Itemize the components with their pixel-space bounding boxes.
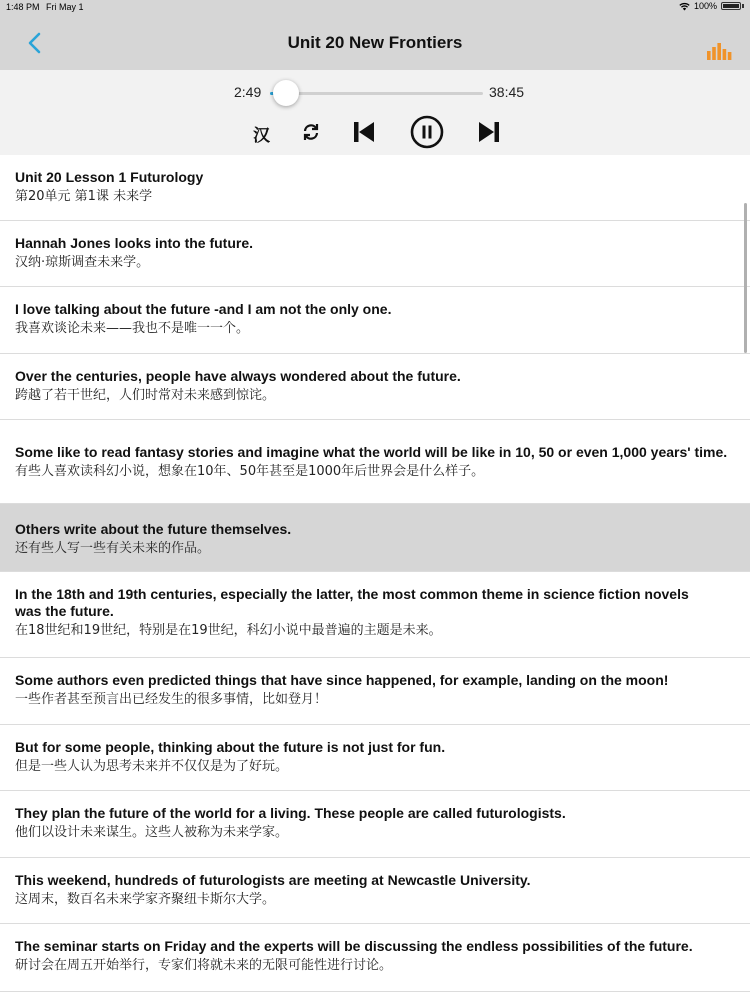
sentence-en: But for some people, thinking about the future is not just for fun. — [15, 739, 446, 755]
list-item[interactable] — [0, 221, 750, 287]
scrollbar[interactable] — [744, 203, 747, 353]
total-time: 38:45 — [489, 84, 525, 100]
sentence-en: Hannah Jones looks into the future. — [15, 235, 254, 251]
battery-percent: 100% — [693, 1, 717, 11]
progress-slider[interactable] — [270, 92, 483, 95]
list-item[interactable] — [0, 155, 750, 221]
sentence-zh: 但是一些人认为思考未来并不仅仅是为了好玩。 — [15, 759, 289, 774]
list-item[interactable] — [0, 924, 750, 992]
sentence-en: This weekend, hundreds of futurologists are meeting at Newcastle University. — [15, 872, 531, 888]
status-date: Fri May 1 — [46, 2, 84, 12]
sentence-zh: 一些作者甚至预言出已经发生的很多事情，比如登月！ — [15, 692, 328, 707]
sentence-en: In the 18th and 19th centuries, especially the latter, the most common theme in science fiction novels was the future. — [15, 586, 689, 619]
nav-bar — [0, 14, 750, 70]
list-item[interactable] — [0, 420, 750, 504]
sentence-en: Some like to read fantasy stories and imagine what the world will be like in 10, 50 or even 1,000 years' time. — [15, 444, 728, 460]
list-item[interactable] — [0, 791, 750, 858]
list-item[interactable] — [0, 858, 750, 924]
status-bar — [0, 0, 750, 14]
next-icon[interactable] — [477, 120, 501, 144]
list-item[interactable] — [0, 572, 750, 658]
sentence-zh: 他们以设计未来谋生。这些人被称为未来学家。 — [15, 825, 289, 840]
sentence-en: They plan the future of the world for a living. These people are called futurologists. — [15, 805, 566, 821]
current-time: 2:49 — [234, 84, 262, 100]
sentence-en: Others write about the future themselves. — [15, 521, 292, 537]
sentence-list — [0, 155, 750, 1000]
page-title: Unit 20 New Frontiers — [287, 33, 463, 52]
slider-thumb[interactable] — [273, 80, 299, 106]
pause-icon[interactable] — [410, 115, 444, 149]
battery-icon — [721, 2, 741, 10]
list-item[interactable] — [0, 287, 750, 354]
wifi-icon — [679, 2, 690, 11]
audio-player — [0, 70, 750, 155]
list-item[interactable] — [0, 725, 750, 791]
sentence-zh: 我喜欢谈论未来——我也不是唯一一个。 — [15, 321, 250, 336]
sentence-zh: 这周末，数百名未来学家齐聚纽卡斯尔大学。 — [15, 892, 276, 907]
sentence-zh: 在18世纪和19世纪，特别是在19世纪，科幻小说中最普遍的主题是未来。 — [15, 623, 442, 638]
language-toggle-button[interactable]: 汉 — [253, 126, 270, 146]
sentence-zh: 有些人喜欢读科幻小说，想象在10年、50年甚至是1000年后世界会是什么样子。 — [15, 464, 485, 479]
sentence-zh: 还有些人写一些有关未来的作品。 — [15, 541, 211, 556]
list-item[interactable] — [0, 354, 750, 420]
sentence-en: Unit 20 Lesson 1 Futurology — [15, 169, 204, 185]
sentence-zh: 跨越了若干世纪，人们时常对未来感到惊诧。 — [15, 388, 276, 403]
sentence-zh: 汉纳·琼斯调查未来学。 — [15, 255, 150, 270]
equalizer-icon[interactable] — [706, 40, 732, 60]
list-item-active[interactable] — [0, 504, 750, 572]
sentence-zh: 研讨会在周五开始举行，专家们将就未来的无限可能性进行讨论。 — [15, 958, 393, 973]
sentence-zh: 第20单元 第1课 未来学 — [15, 189, 153, 204]
status-time: 1:48 PM — [6, 2, 40, 12]
sentence-en: I love talking about the future -and I am not the only one. — [15, 301, 392, 317]
sentence-en: Some authors even predicted things that have since happened, for example, landing on the moon! — [15, 672, 669, 688]
status-right — [679, 1, 744, 11]
repeat-icon[interactable] — [300, 121, 322, 143]
sentence-en: The seminar starts on Friday and the experts will be discussing the endless possibilities of the future. — [15, 938, 693, 954]
list-item[interactable] — [0, 658, 750, 725]
previous-icon[interactable] — [352, 120, 376, 144]
sentence-en: Over the centuries, people have always wondered about the future. — [15, 368, 461, 384]
